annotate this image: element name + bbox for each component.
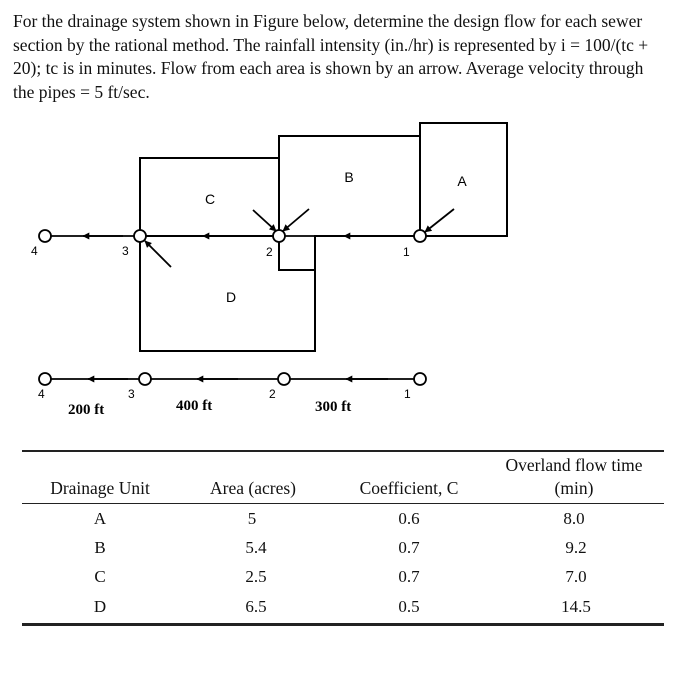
node-label-1: 1	[403, 245, 410, 259]
table-cell-area: 5.4	[245, 538, 267, 557]
problem-line: the pipes = 5 ft/sec.	[13, 81, 150, 102]
table-cell-coef: 0.7	[398, 567, 420, 586]
table-cell-unit: A	[93, 509, 107, 528]
area-label-c: C	[204, 191, 216, 207]
node-label-3: 3	[122, 244, 129, 258]
table-cell-coef: 0.7	[398, 538, 420, 557]
profile-node-label-4: 4	[38, 387, 45, 401]
table-cell-coef: 0.5	[398, 597, 420, 616]
header-overland-time-line1: Overland flow time	[505, 455, 643, 475]
node-label-4: 4	[31, 244, 38, 258]
header-area: Area (acres)	[210, 478, 296, 498]
table-cell-unit: D	[93, 597, 107, 616]
table-bottom-rule	[22, 623, 664, 626]
length-label-3-2: 400 ft	[176, 398, 213, 414]
table-top-rule	[22, 450, 664, 452]
table-cell-area: 2.5	[245, 567, 267, 586]
table-header-rule	[22, 503, 664, 504]
header-coefficient: Coefficient, C	[359, 478, 459, 498]
table-cell-unit: C	[94, 567, 106, 586]
profile-node-label-1: 1	[404, 387, 411, 401]
table-cell-unit: B	[94, 538, 106, 557]
table-cell-coef: 0.6	[398, 509, 420, 528]
length-label-2-1: 300 ft	[315, 399, 352, 415]
table-cell-time: 8.0	[563, 509, 585, 528]
table-cell-time: 9.2	[565, 538, 587, 557]
length-label-4-3: 200 ft	[68, 402, 105, 418]
header-drainage-unit: Drainage Unit	[50, 478, 150, 498]
table-cell-time: 14.5	[561, 597, 591, 616]
header-overland-time-line2: (min)	[554, 478, 594, 498]
profile-node-label-2: 2	[269, 387, 276, 401]
table-cell-time: 7.0	[565, 567, 587, 586]
area-label-b: B	[344, 169, 354, 185]
area-label-d: D	[225, 289, 237, 305]
area-label-a: A	[457, 173, 467, 189]
node-label-2: 2	[266, 245, 273, 259]
table-cell-area: 5	[247, 509, 257, 528]
profile-node-label-3: 3	[128, 387, 135, 401]
problem-line: For the drainage system shown in Figure below, determine the design flow for each sewer	[13, 11, 643, 31]
problem-line: 20); tc is in minutes. Flow from each area is shown by an arrow. Average velocity through	[13, 58, 644, 78]
table-cell-area: 6.5	[245, 597, 267, 616]
problem-line: section by the rational method. The rainfall intensity (in./hr) is represented by i = 100/(tc +	[13, 34, 649, 55]
